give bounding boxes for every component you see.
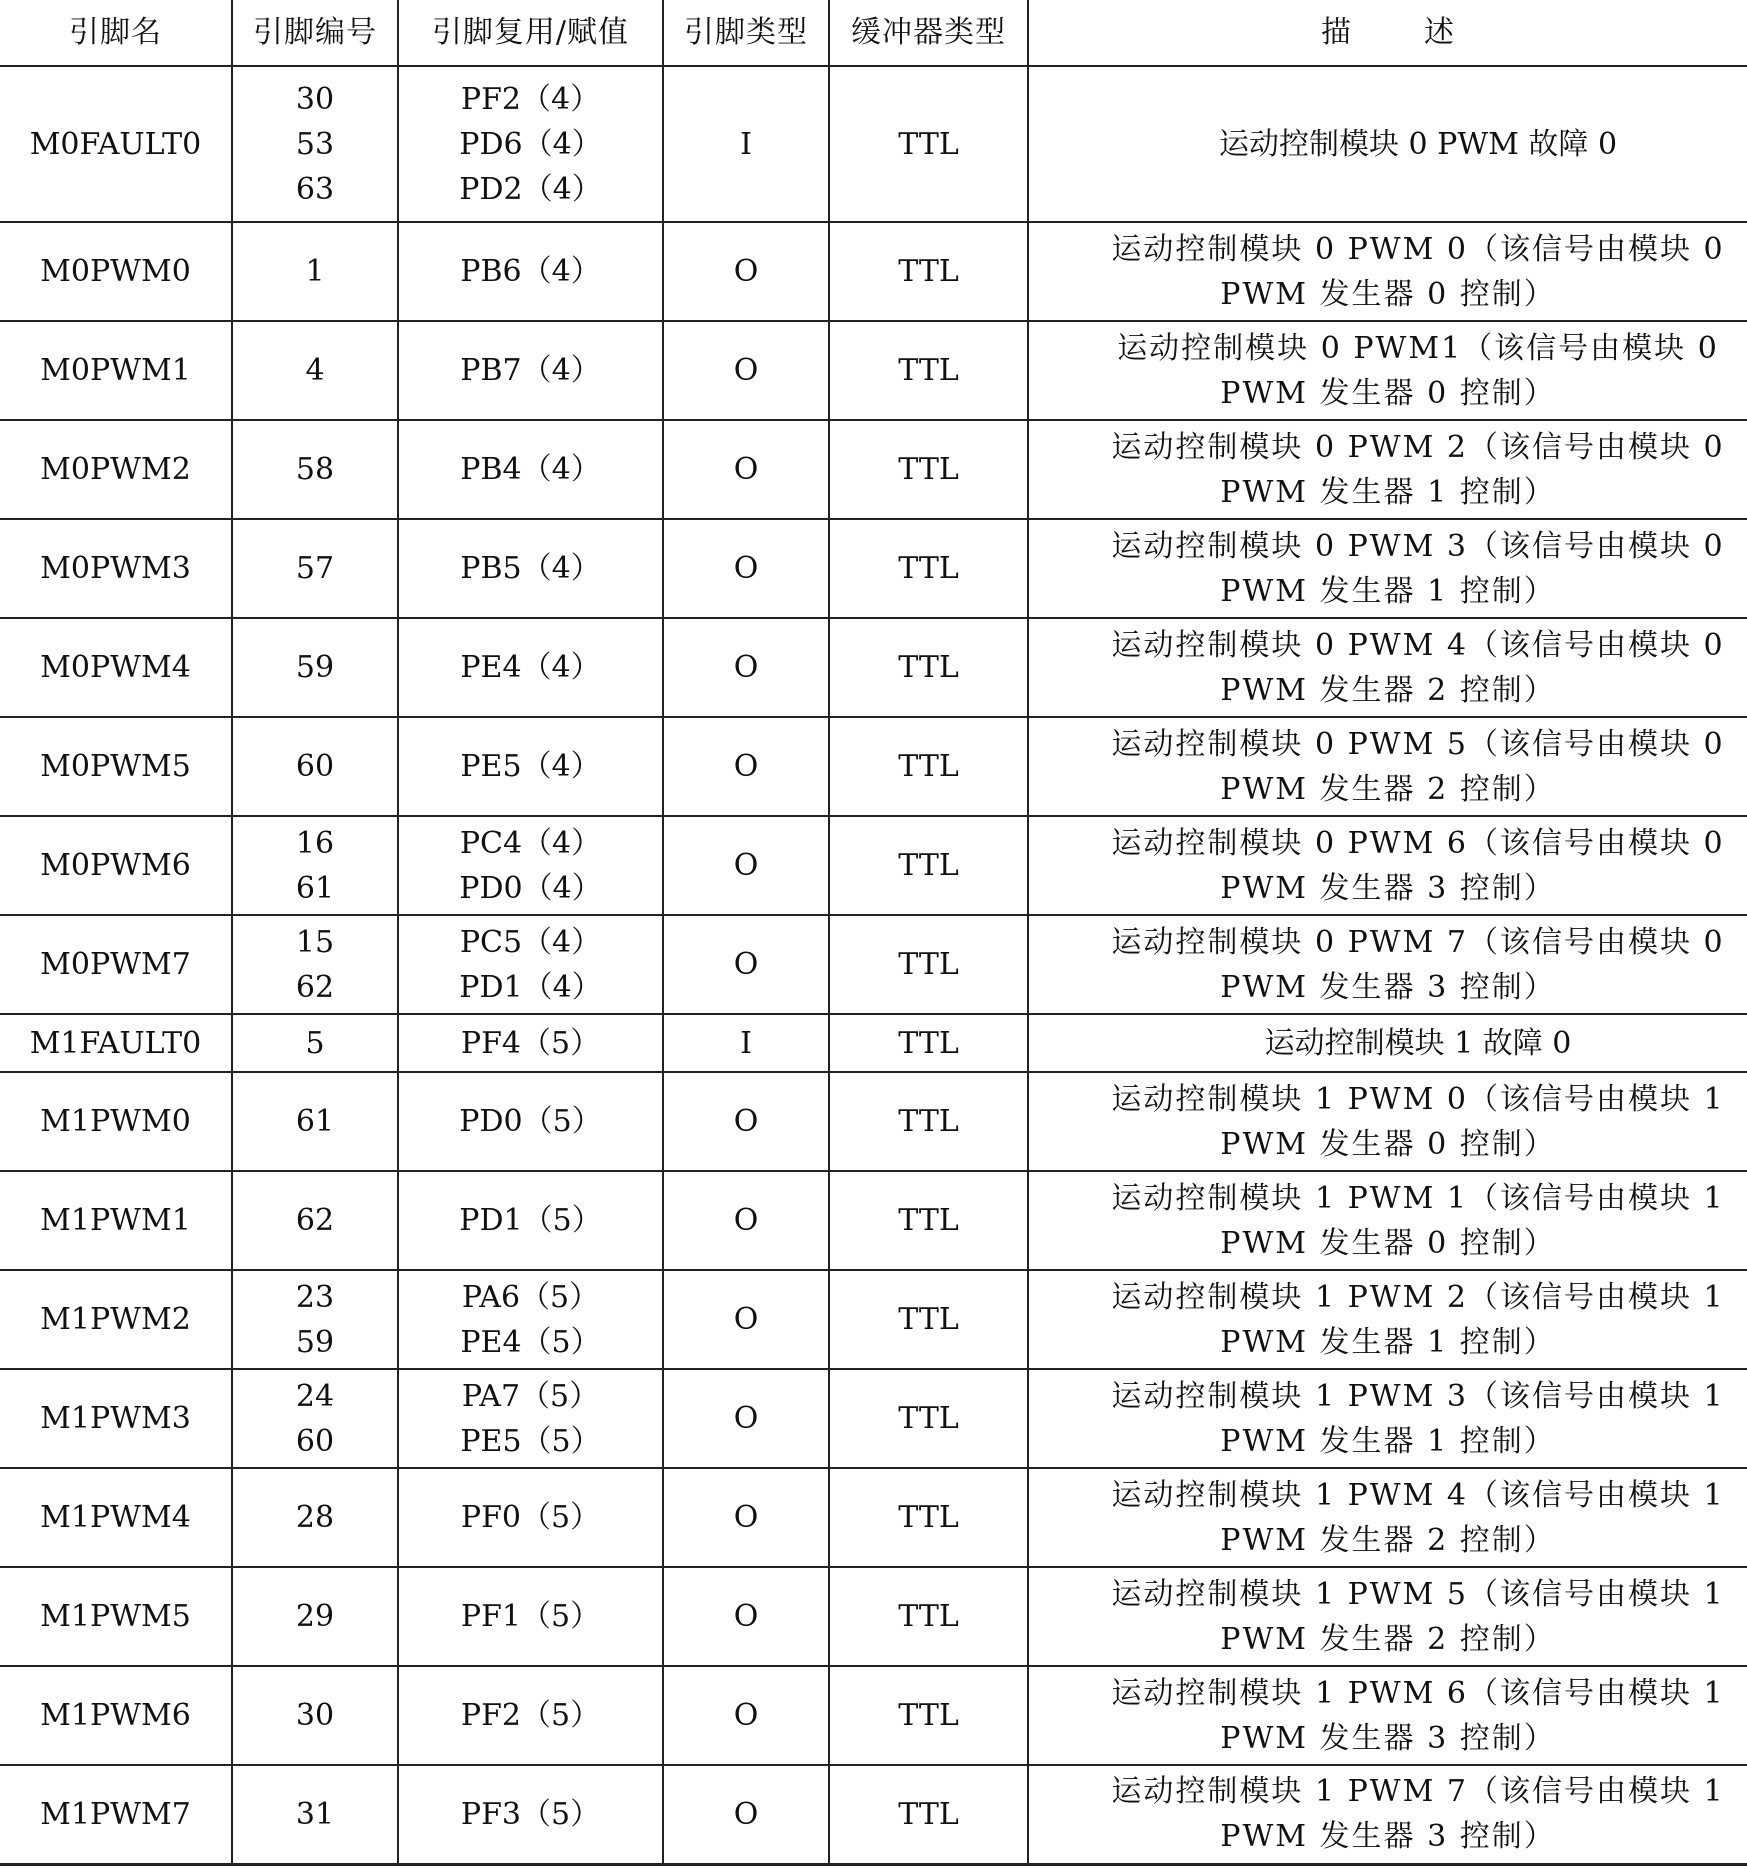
cell-description: 运动控制模块 0 PWM 4（该信号由模块 0 PWM 发生器 2 控制） bbox=[1028, 618, 1747, 717]
table-row bbox=[0, 222, 1747, 321]
cell-description: 运动控制模块 1 PWM 2（该信号由模块 1 PWM 发生器 1 控制） bbox=[1028, 1270, 1747, 1369]
cell-mux bbox=[398, 1666, 663, 1765]
cell-buffer-type: TTL bbox=[829, 1567, 1028, 1666]
pin-number-value: 60 bbox=[295, 749, 335, 784]
mux-value: PB6（4） bbox=[460, 254, 601, 289]
table-row bbox=[0, 717, 1747, 816]
cell-pin-number bbox=[232, 1666, 398, 1765]
cell-pin-name: M1PWM5 bbox=[0, 1567, 232, 1666]
mux-value: PE4（5） bbox=[460, 1324, 601, 1360]
table-row bbox=[0, 1369, 1747, 1468]
cell-mux bbox=[398, 222, 663, 321]
mux-value: PF0（5） bbox=[460, 1500, 601, 1535]
pin-number-value: 4 bbox=[305, 353, 325, 388]
pin-number-value: 31 bbox=[295, 1796, 335, 1832]
pin-number-value: 16 bbox=[295, 825, 335, 861]
cell-pin-number bbox=[232, 1567, 398, 1666]
cell-pin-number bbox=[232, 1270, 398, 1369]
cell-pin-type: O bbox=[663, 1369, 829, 1468]
cell-pin-type: O bbox=[663, 1567, 829, 1666]
cell-mux bbox=[398, 1270, 663, 1369]
cell-buffer-type: TTL bbox=[829, 1666, 1028, 1765]
table-row bbox=[0, 1072, 1747, 1171]
cell-mux bbox=[398, 1765, 663, 1864]
table-row bbox=[0, 816, 1747, 915]
cell-buffer-type: TTL bbox=[829, 1765, 1028, 1864]
cell-pin-name: M0PWM6 bbox=[0, 816, 232, 915]
cell-pin-name: M1PWM0 bbox=[0, 1072, 232, 1171]
header-description bbox=[1028, 0, 1747, 66]
cell-mux bbox=[398, 1567, 663, 1666]
table-row bbox=[0, 1014, 1747, 1072]
cell-description: 运动控制模块 1 故障 0 bbox=[1028, 1014, 1747, 1072]
cell-buffer-type: TTL bbox=[829, 915, 1028, 1014]
table-row bbox=[0, 618, 1747, 717]
mux-value: PF3（5） bbox=[460, 1796, 601, 1832]
cell-pin-number bbox=[232, 420, 398, 519]
cell-pin-number bbox=[232, 222, 398, 321]
cell-pin-name: M1PWM3 bbox=[0, 1369, 232, 1468]
pin-number-value: 23 bbox=[295, 1279, 335, 1315]
cell-pin-number bbox=[232, 1765, 398, 1864]
table-row bbox=[0, 1270, 1747, 1369]
cell-mux bbox=[398, 1072, 663, 1171]
mux-value: PB4（4） bbox=[460, 452, 601, 487]
cell-pin-number bbox=[232, 816, 398, 915]
cell-pin-name: M0PWM1 bbox=[0, 321, 232, 420]
pin-number-value: 53 bbox=[295, 126, 335, 162]
cell-pin-number bbox=[232, 66, 398, 222]
cell-description: 运动控制模块 1 PWM 1（该信号由模块 1 PWM 发生器 0 控制） bbox=[1028, 1171, 1747, 1270]
cell-buffer-type: TTL bbox=[829, 1072, 1028, 1171]
cell-mux bbox=[398, 1171, 663, 1270]
table-row bbox=[0, 1171, 1747, 1270]
mux-value: PB7（4） bbox=[460, 353, 601, 388]
cell-buffer-type: TTL bbox=[829, 1171, 1028, 1270]
pin-number-value: 5 bbox=[305, 1025, 325, 1061]
cell-pin-type: I bbox=[663, 1014, 829, 1072]
table-row bbox=[0, 66, 1747, 222]
cell-pin-type: O bbox=[663, 618, 829, 717]
pin-number-value: 30 bbox=[295, 1698, 335, 1733]
cell-buffer-type: TTL bbox=[829, 816, 1028, 915]
cell-description: 运动控制模块 0 PWM 5（该信号由模块 0 PWM 发生器 2 控制） bbox=[1028, 717, 1747, 816]
cell-pin-type: O bbox=[663, 321, 829, 420]
cell-mux bbox=[398, 618, 663, 717]
cell-description: 运动控制模块 1 PWM 0（该信号由模块 1 PWM 发生器 0 控制） bbox=[1028, 1072, 1747, 1171]
pin-number-value: 1 bbox=[305, 254, 325, 289]
cell-pin-type: O bbox=[663, 1171, 829, 1270]
table-row bbox=[0, 1765, 1747, 1864]
cell-buffer-type: TTL bbox=[829, 519, 1028, 618]
pin-number-value: 29 bbox=[295, 1599, 335, 1634]
cell-description: 运动控制模块 0 PWM 3（该信号由模块 0 PWM 发生器 1 控制） bbox=[1028, 519, 1747, 618]
cell-description: 运动控制模块 1 PWM 7（该信号由模块 1 PWM 发生器 3 控制） bbox=[1028, 1765, 1747, 1864]
cell-mux bbox=[398, 321, 663, 420]
cell-pin-type: O bbox=[663, 222, 829, 321]
cell-description: 运动控制模块 1 PWM 5（该信号由模块 1 PWM 发生器 2 控制） bbox=[1028, 1567, 1747, 1666]
mux-value: PF2（5） bbox=[460, 1698, 601, 1733]
table-row bbox=[0, 1666, 1747, 1765]
cell-buffer-type: TTL bbox=[829, 321, 1028, 420]
table-row bbox=[0, 321, 1747, 420]
mux-value: PC5（4） bbox=[459, 924, 602, 960]
cell-pin-type: O bbox=[663, 717, 829, 816]
mux-value: PB5（4） bbox=[460, 551, 601, 586]
table-row bbox=[0, 420, 1747, 519]
mux-value: PE5（4） bbox=[460, 749, 601, 784]
pin-number-value: 63 bbox=[295, 171, 335, 207]
cell-pin-number bbox=[232, 717, 398, 816]
cell-pin-name: M0PWM0 bbox=[0, 222, 232, 321]
cell-pin-type: O bbox=[663, 1666, 829, 1765]
cell-mux bbox=[398, 1369, 663, 1468]
mux-value: PD2（4） bbox=[459, 171, 602, 207]
cell-buffer-type: TTL bbox=[829, 66, 1028, 222]
cell-pin-name: M1PWM7 bbox=[0, 1765, 232, 1864]
cell-pin-type: I bbox=[663, 66, 829, 222]
cell-mux bbox=[398, 717, 663, 816]
cell-buffer-type: TTL bbox=[829, 1014, 1028, 1072]
cell-pin-name: M1PWM2 bbox=[0, 1270, 232, 1369]
mux-value: PE5（5） bbox=[460, 1423, 601, 1459]
header-pin-name: 引脚名 bbox=[0, 0, 232, 66]
cell-pin-name: M1PWM4 bbox=[0, 1468, 232, 1567]
cell-pin-name: M0PWM3 bbox=[0, 519, 232, 618]
cell-buffer-type: TTL bbox=[829, 618, 1028, 717]
mux-value: PD1（5） bbox=[459, 1203, 602, 1238]
cell-description: 运动控制模块 0 PWM 6（该信号由模块 0 PWM 发生器 3 控制） bbox=[1028, 816, 1747, 915]
mux-value: PF4（5） bbox=[460, 1025, 601, 1061]
cell-mux bbox=[398, 66, 663, 222]
cell-pin-name: M0FAULT0 bbox=[0, 66, 232, 222]
pin-number-value: 62 bbox=[295, 1203, 335, 1238]
table-row bbox=[0, 1567, 1747, 1666]
cell-buffer-type: TTL bbox=[829, 420, 1028, 519]
header-buffer-type: 缓冲器类型 bbox=[829, 0, 1028, 66]
pin-number-value: 15 bbox=[295, 924, 335, 960]
cell-buffer-type: TTL bbox=[829, 717, 1028, 816]
cell-description: 运动控制模块 0 PWM 7（该信号由模块 0 PWM 发生器 3 控制） bbox=[1028, 915, 1747, 1014]
header-row bbox=[0, 0, 1747, 66]
pin-number-value: 28 bbox=[295, 1500, 335, 1535]
cell-buffer-type: TTL bbox=[829, 222, 1028, 321]
table-row bbox=[0, 1468, 1747, 1567]
mux-value: PA6（5） bbox=[461, 1279, 600, 1315]
cell-pin-number bbox=[232, 1014, 398, 1072]
mux-value: PE4（4） bbox=[460, 650, 601, 685]
pin-number-value: 58 bbox=[295, 452, 335, 487]
cell-pin-type: O bbox=[663, 915, 829, 1014]
mux-value: PD0（4） bbox=[459, 870, 602, 906]
cell-pin-number bbox=[232, 321, 398, 420]
pin-number-value: 61 bbox=[295, 870, 335, 906]
pin-number-value: 30 bbox=[295, 81, 335, 117]
pin-number-value: 24 bbox=[295, 1378, 335, 1414]
cell-pin-number bbox=[232, 1171, 398, 1270]
mux-value: PC4（4） bbox=[459, 825, 602, 861]
cell-pin-number bbox=[232, 519, 398, 618]
cell-mux bbox=[398, 1468, 663, 1567]
pin-number-value: 59 bbox=[295, 1324, 335, 1360]
cell-pin-type: O bbox=[663, 1765, 829, 1864]
cell-pin-type: O bbox=[663, 519, 829, 618]
cell-buffer-type: TTL bbox=[829, 1270, 1028, 1369]
cell-description: 运动控制模块 0 PWM 0（该信号由模块 0 PWM 发生器 0 控制） bbox=[1028, 222, 1747, 321]
mux-value: PA7（5） bbox=[461, 1378, 600, 1414]
cell-description: 运动控制模块 0 PWM 2（该信号由模块 0 PWM 发生器 1 控制） bbox=[1028, 420, 1747, 519]
cell-pin-type: O bbox=[663, 1468, 829, 1567]
cell-pin-name: M1PWM6 bbox=[0, 1666, 232, 1765]
cell-description: 运动控制模块 1 PWM 4（该信号由模块 1 PWM 发生器 2 控制） bbox=[1028, 1468, 1747, 1567]
cell-description: 运动控制模块 1 PWM 6（该信号由模块 1 PWM 发生器 3 控制） bbox=[1028, 1666, 1747, 1765]
header-pin-number: 引脚编号 bbox=[232, 0, 398, 66]
cell-pin-type: O bbox=[663, 1072, 829, 1171]
cell-pin-number bbox=[232, 1468, 398, 1567]
table-row bbox=[0, 915, 1747, 1014]
cell-pin-type: O bbox=[663, 816, 829, 915]
mux-value: PF1（5） bbox=[460, 1599, 601, 1634]
cell-pin-name: M0PWM4 bbox=[0, 618, 232, 717]
cell-mux bbox=[398, 519, 663, 618]
pin-number-value: 59 bbox=[295, 650, 335, 685]
mux-value: PD0（5） bbox=[459, 1104, 602, 1139]
cell-pin-number bbox=[232, 618, 398, 717]
cell-buffer-type: TTL bbox=[829, 1468, 1028, 1567]
cell-pin-type: O bbox=[663, 1270, 829, 1369]
cell-mux bbox=[398, 816, 663, 915]
cell-pin-number bbox=[232, 915, 398, 1014]
mux-value: PD1（4） bbox=[459, 969, 602, 1005]
pin-number-value: 57 bbox=[295, 551, 335, 586]
header-pin-type: 引脚类型 bbox=[663, 0, 829, 66]
header-description-a: 描 bbox=[1321, 15, 1352, 50]
pin-number-value: 61 bbox=[295, 1104, 335, 1139]
cell-description: 运动控制模块 1 PWM 3（该信号由模块 1 PWM 发生器 1 控制） bbox=[1028, 1369, 1747, 1468]
header-mux: 引脚复用/赋值 bbox=[398, 0, 663, 66]
pin-number-value: 62 bbox=[295, 969, 335, 1005]
cell-pin-type: O bbox=[663, 420, 829, 519]
cell-mux bbox=[398, 1014, 663, 1072]
cell-pin-number bbox=[232, 1369, 398, 1468]
header-description-b: 述 bbox=[1424, 15, 1455, 50]
mux-value: PF2（4） bbox=[460, 81, 601, 117]
cell-description: 运动控制模块 0 PWM1（该信号由模块 0 PWM 发生器 0 控制） bbox=[1028, 321, 1747, 420]
cell-description: 运动控制模块 0 PWM 故障 0 bbox=[1028, 66, 1747, 222]
cell-pin-number bbox=[232, 1072, 398, 1171]
mux-value: PD6（4） bbox=[459, 126, 602, 162]
cell-pin-name: M1PWM1 bbox=[0, 1171, 232, 1270]
cell-pin-name: M0PWM5 bbox=[0, 717, 232, 816]
cell-buffer-type: TTL bbox=[829, 1369, 1028, 1468]
cell-pin-name: M1FAULT0 bbox=[0, 1014, 232, 1072]
cell-pin-name: M0PWM7 bbox=[0, 915, 232, 1014]
cell-mux bbox=[398, 420, 663, 519]
cell-pin-name: M0PWM2 bbox=[0, 420, 232, 519]
pin-number-value: 60 bbox=[295, 1423, 335, 1459]
table-row bbox=[0, 519, 1747, 618]
cell-mux bbox=[398, 915, 663, 1014]
